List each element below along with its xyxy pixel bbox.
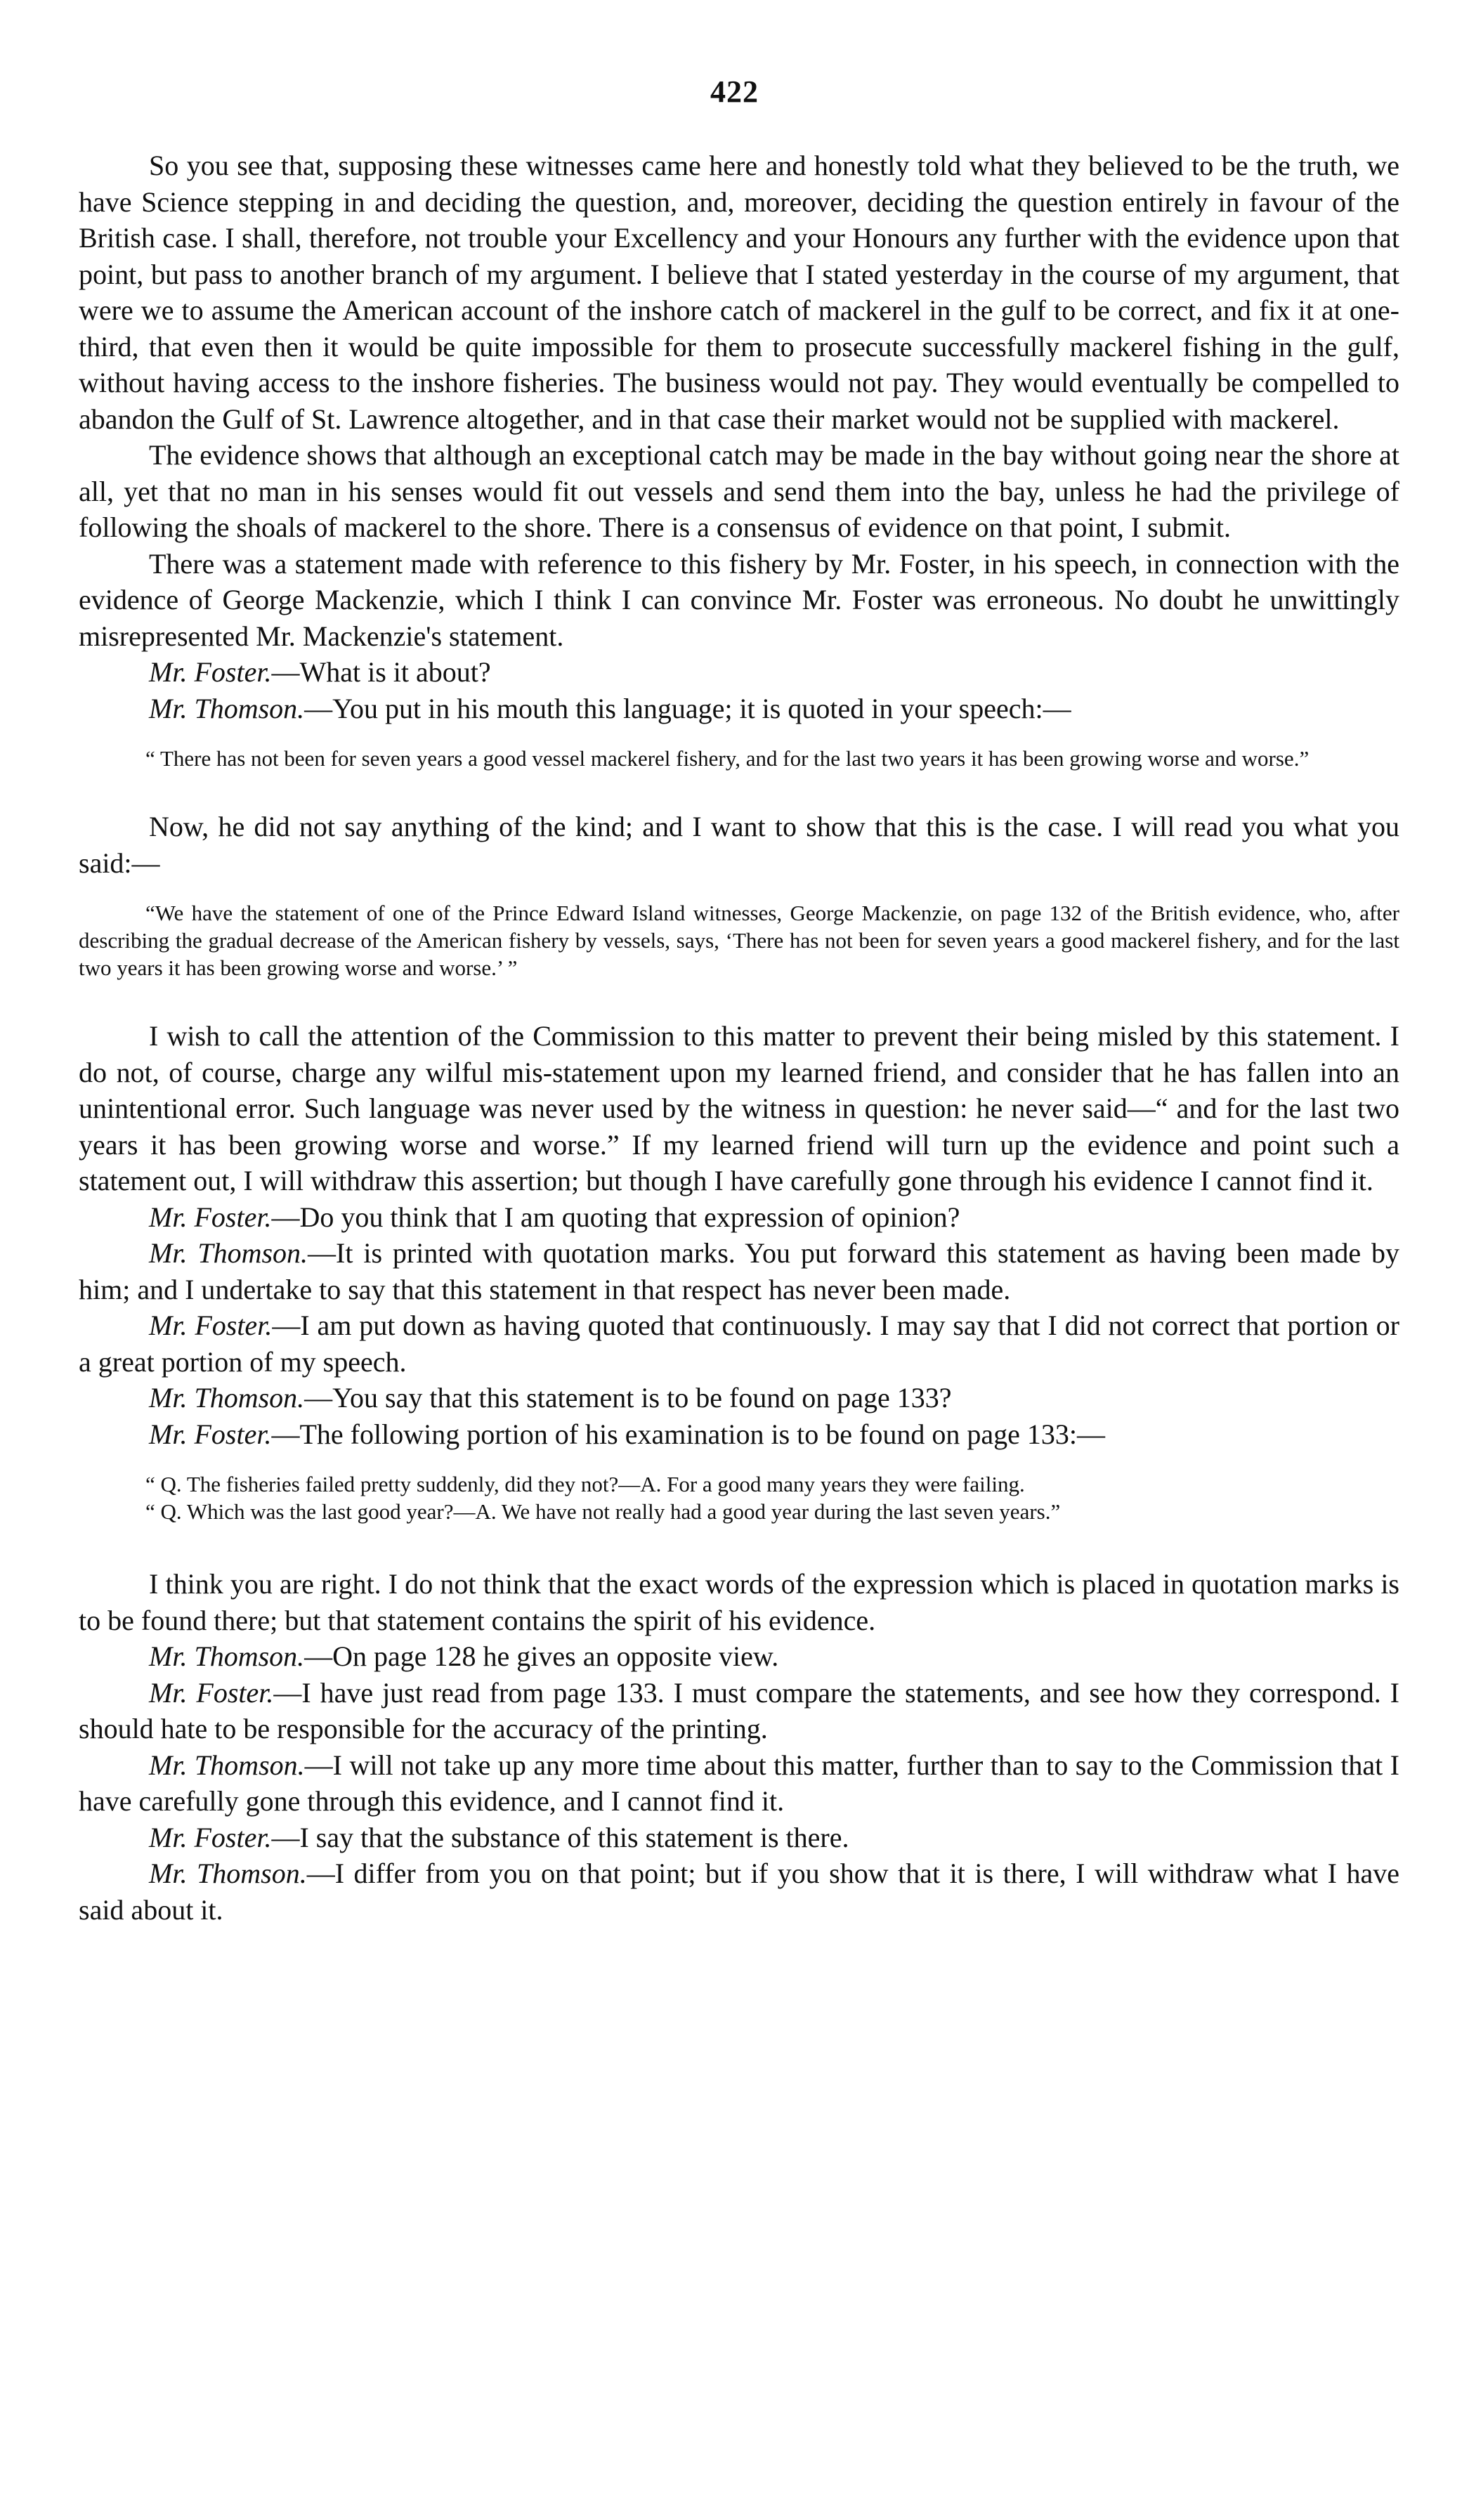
paragraph: So you see that, supposing these witnesses came here and honestly told what they believed to be the truth, we have Science stepping in and deciding the question, and, moreover, deciding the question entirely in favour of the British case. I shall, therefore, not trouble your Excellency and your Honours any further with the evidence upon that point, but pass to another branch of my argument. I believe that I stated yesterday in the course of my argument, that were we to assume the American account of the inshore catch of mackerel in the gulf to be correct, and fix it at one-third, that even then it would be quite impossible for them to prosecute successfully mackerel fishing in the gulf, without having access to the inshore fisheries. The business would not pay. They would eventually be compelled to abandon the Gulf of St. Lawrence altogether, and in that case their market would not be supplied with mackerel.: [79, 150, 1399, 435]
dialogue-text: —I have just read from page 133. I must compare the statements, and see how they correspond. I should hate to be responsible for the accuracy of the printing.: [79, 1676, 1400, 1744]
speaker-name: Mr. Thomson.: [149, 692, 305, 724]
block-quote: “ Q. Which was the last good year?—A. We have not really had a good year during the last seven years.”: [145, 1499, 1061, 1524]
speaker-name: Mr. Foster.: [149, 1310, 273, 1341]
dialogue-text: —What is it about?: [271, 656, 491, 688]
dialogue-line: [79, 1855, 1399, 1928]
paragraph: The evidence shows that although an exceptional catch may be made in the bay without going near the shore at all, yet that no man in his senses would fit out vessels and send them into the bay, unless he had the privilege of following the shoals of mackerel to the shore. There is a consensus of evidence on that point, I submit.: [79, 439, 1399, 543]
page-body: [79, 148, 1399, 1928]
dialogue-text: —I will not take up any more time about this matter, further than to say to the Commission that I have carefully gone through this evidence, and I cannot find it.: [79, 1749, 1400, 1817]
dialogue-text: —Do you think that I am quoting that expression of opinion?: [271, 1201, 960, 1233]
dialogue-line: [79, 1820, 1399, 1856]
paragraph: There was a statement made with reference to this fishery by Mr. Foster, in his speech, in connection with the evidence of George Mackenzie, which I think I can convince Mr. Foster was erroneous. No doubt he unwittingly misrepresented Mr. Mackenzie's statement.: [79, 547, 1399, 652]
dialogue-text: —The following portion of his examination is to be found on page 133:—: [271, 1418, 1105, 1450]
speaker-name: Mr. Thomson.: [149, 1237, 308, 1269]
dialogue-line: [79, 1235, 1399, 1307]
paragraph: Now, he did not say anything of the kind; and I want to show that this is the case. I will read you what you said:—: [79, 811, 1399, 879]
speaker-name: Mr. Thomson.: [149, 1749, 305, 1781]
dialogue-text: —It is printed with quotation marks. You put forward this statement as having been made by him; and I undertake to say that this statement in that respect has never been made.: [79, 1237, 1399, 1305]
speaker-name: Mr. Foster.: [149, 1676, 274, 1709]
dialogue-line: [79, 1199, 1399, 1236]
dialogue-text: —I differ from you on that point; but if you show that it is there, I will withdraw what I have said about it.: [79, 1858, 1400, 1926]
dialogue-line: [79, 1747, 1399, 1820]
dialogue-line: [79, 691, 1399, 727]
paragraph: I think you are right. I do not think that the exact words of the expression which is placed in quotation marks is to be found there; but that statement contains the spirit of his evidence.: [79, 1568, 1399, 1636]
dialogue-text: —I say that the substance of this statement is there.: [271, 1821, 849, 1853]
dialogue-line: [79, 1416, 1399, 1453]
speaker-name: Mr. Foster.: [149, 656, 272, 688]
speaker-name: Mr. Thomson.: [149, 1382, 305, 1414]
dialogue-line: [79, 1638, 1399, 1675]
dialogue-line: [79, 654, 1399, 691]
speaker-name: Mr. Thomson.: [149, 1640, 305, 1672]
dialogue-line: [79, 1307, 1399, 1380]
page-number: 422: [710, 74, 759, 109]
dialogue-text: —You say that this statement is to be found on page 133?: [304, 1382, 952, 1414]
speaker-name: Mr. Thomson.: [149, 1858, 307, 1889]
dialogue-text: —On page 128 he gives an opposite view.: [304, 1640, 779, 1672]
speaker-name: Mr. Foster.: [149, 1418, 272, 1450]
dialogue-text: —I am put down as having quoted that continuously. I may say that I did not correct that portion or a great portion of my speech.: [79, 1310, 1400, 1378]
block-quote: “ There has not been for seven years a good vessel mackerel fishery, and for the last two years it has been growing worse and worse.”: [145, 746, 1310, 771]
paragraph: I wish to call the attention of the Commission to this matter to prevent their being misled by this statement. I do not, of course, charge any wilful mis-statement upon my learned friend, and consider that he has fallen into an unintentional error. Such language was never used by the witness in question: he never said—“ and for the last two years it has been growing worse and worse.” If my learned friend will turn up the evidence and point such a statement out, I will withdraw this assertion; but though I have carefully gone through his evidence I cannot find it.: [79, 1020, 1399, 1196]
block-quote: “We have the statement of one of the Prince Edward Island witnesses, George Mackenzie, on page 132 of the British evidence, who, after describing the gradual decrease of the American fishery by vessels, says, ‘There has not been for seven years a good mackerel fishery, and for the last two years it has been growing worse and worse.’ ”: [79, 901, 1399, 980]
dialogue-text: —You put in his mouth this language; it is quoted in your speech:—: [304, 692, 1071, 724]
speaker-name: Mr. Foster.: [149, 1201, 272, 1233]
block-quote: “ Q. The fisheries failed pretty suddenly, did they not?—A. For a good many years they were failing.: [145, 1472, 1025, 1496]
speaker-name: Mr. Foster.: [149, 1821, 272, 1853]
dialogue-line: [79, 1675, 1399, 1747]
dialogue-line: [79, 1380, 1399, 1416]
